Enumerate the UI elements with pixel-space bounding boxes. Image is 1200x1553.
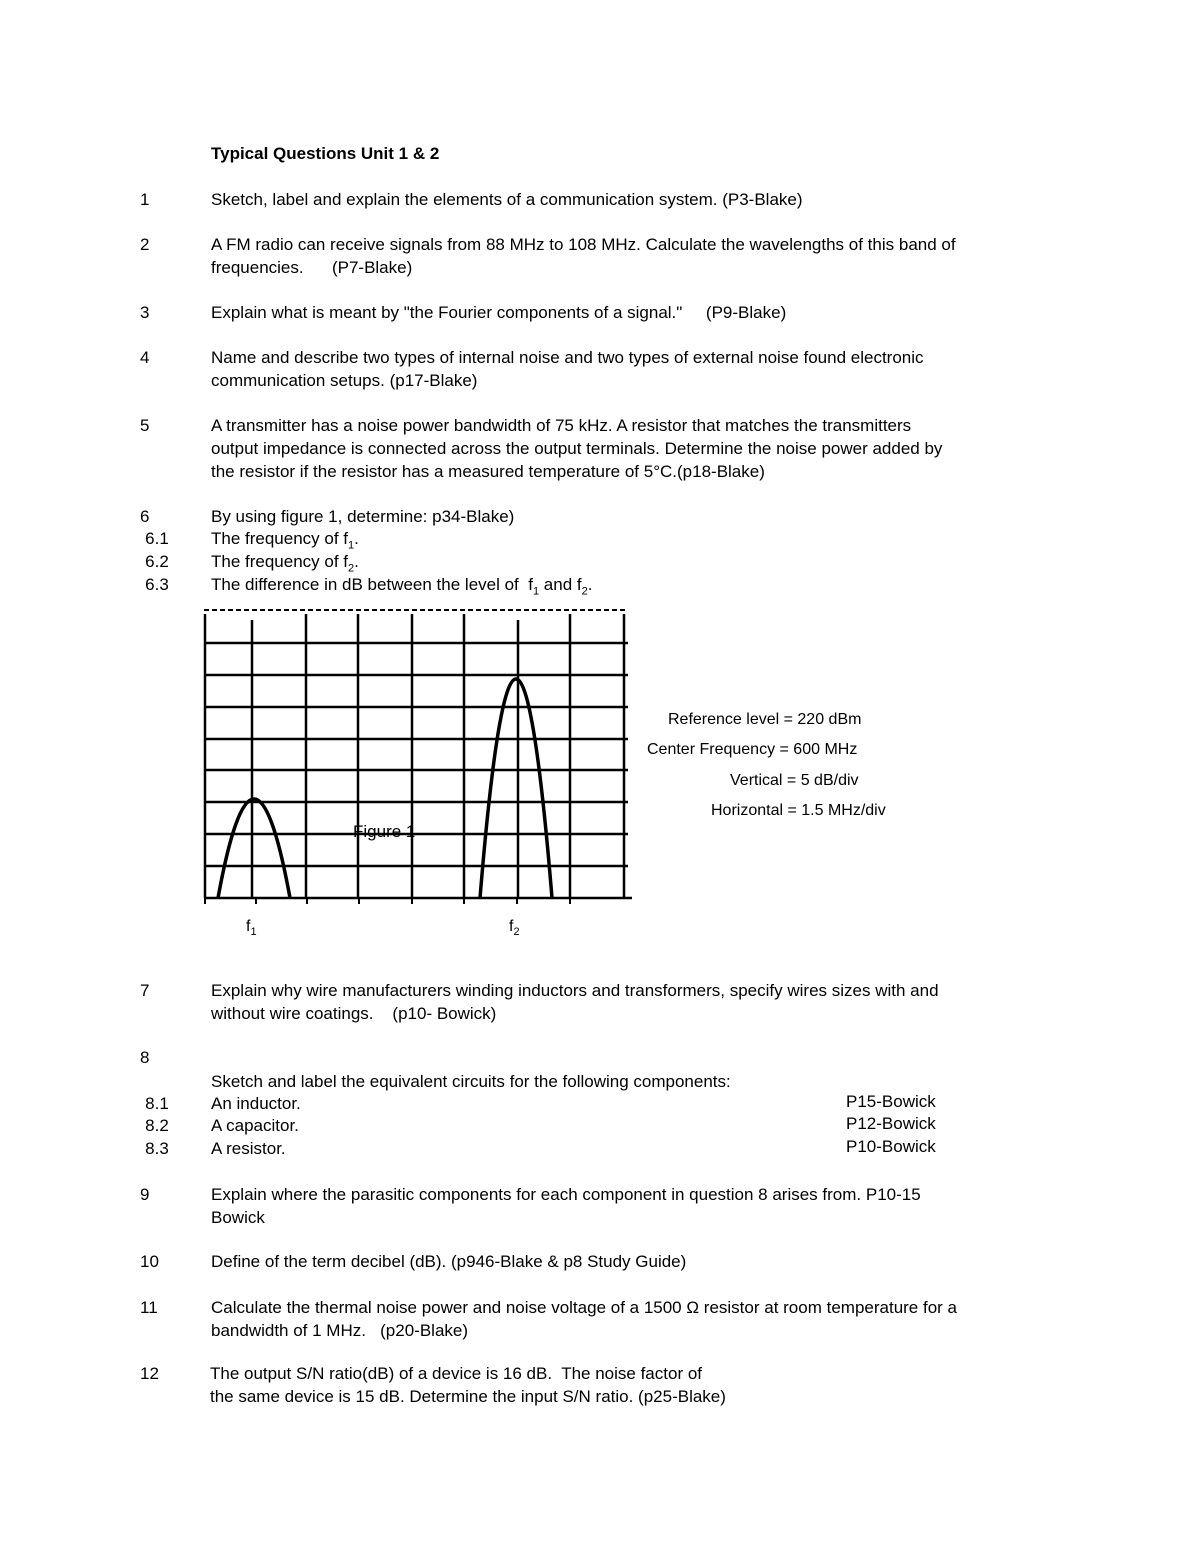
reference: P12-Bowick	[846, 1114, 936, 1133]
question-number: 6.1	[145, 529, 169, 548]
horizontal-scale-label: Horizontal = 1.5 MHz/div	[711, 802, 886, 819]
question-number: 2	[140, 235, 150, 254]
subscript: 2	[581, 585, 588, 598]
subscript: 2	[348, 562, 355, 575]
question-line: Explain where the parasitic components for each component in question 8 arises from. P10-15	[211, 1185, 921, 1204]
question-number: 8	[140, 1048, 150, 1067]
f2-subscript: 2	[513, 926, 520, 939]
question-line: Calculate the thermal noise power and noise voltage of a 1500 Ω resistor at room temperature for a	[211, 1298, 957, 1317]
question-text: Define of the term decibel (dB). (p946-Blake & p8 Study Guide)	[211, 1252, 687, 1271]
question-number: 9	[140, 1185, 150, 1204]
question-line: communication setups. (p17-Blake)	[211, 371, 478, 390]
question-number: 6	[140, 507, 150, 526]
reference: P10-Bowick	[846, 1137, 936, 1156]
question-number: 1	[140, 190, 150, 209]
question-line: The output S/N ratio(dB) of a device is 16 dB. The noise factor of	[210, 1364, 703, 1383]
reference: P15-Bowick	[846, 1092, 936, 1111]
document-title: Typical Questions Unit 1 & 2	[211, 144, 440, 163]
question-text	[211, 1183, 1091, 1229]
text-part: .	[354, 552, 359, 571]
grid-vertical-lines	[205, 614, 624, 898]
question-text: A capacitor.	[211, 1116, 299, 1135]
question-line: without wire coatings. (p10- Bowick)	[211, 1004, 497, 1023]
vertical-scale-label: Vertical = 5 dB/div	[730, 772, 859, 789]
question-line: A FM radio can receive signals from 88 MHz to 108 MHz. Calculate the wavelengths of this band of	[211, 235, 956, 254]
text-part: .	[354, 529, 359, 548]
question-text: An inductor.	[211, 1094, 301, 1113]
question-text: Sketch and label the equivalent circuits for the following components:	[211, 1072, 731, 1091]
question-text: By using figure 1, determine: p34-Blake)	[211, 507, 515, 526]
question-text	[210, 1362, 1090, 1408]
text-part: The frequency of f	[211, 529, 349, 548]
question-line: Explain why wire manufacturers winding inductors and transformers, specify wires sizes with and	[211, 981, 939, 1000]
question-text	[211, 979, 1091, 1025]
text-part: .	[587, 575, 593, 594]
reference-level-label: Reference level = 220 dBm	[668, 711, 862, 728]
f1-label	[246, 918, 257, 938]
center-frequency-label: Center Frequency = 600 MHz	[647, 741, 858, 758]
question-number: 5	[140, 416, 150, 435]
question-number: 3	[140, 303, 150, 322]
f2-letter: f	[509, 918, 514, 935]
f1-letter: f	[246, 918, 251, 935]
text-part: The difference in dB between the level of f	[211, 575, 533, 594]
subscript: 1	[348, 539, 355, 552]
question-text: A resistor.	[211, 1139, 286, 1158]
question-number: 8.2	[145, 1116, 169, 1135]
question-line: frequencies. (P7-Blake)	[211, 258, 413, 277]
question-number: 7	[140, 981, 150, 1000]
question-number: 10	[140, 1252, 159, 1271]
question-text: Sketch, label and explain the elements of a communication system. (P3-Blake)	[211, 190, 803, 209]
question-text: Explain what is meant by "the Fourier components of a signal." (P9-Blake)	[211, 303, 787, 322]
question-line: the resistor if the resistor has a measured temperature of 5°C.(p18-Blake)	[211, 462, 765, 481]
question-line: Name and describe two types of internal noise and two types of external noise found electronic	[211, 348, 924, 367]
f2-label	[509, 918, 520, 938]
question-number: 8.3	[145, 1139, 169, 1158]
question-line: the same device is 15 dB. Determine the input S/N ratio. (p25-Blake)	[210, 1387, 726, 1406]
signal-peak-f1	[218, 799, 290, 898]
figure-caption: Figure 1	[353, 822, 416, 841]
grid-horizontal-lines	[204, 643, 632, 898]
question-line: Bowick	[211, 1208, 265, 1227]
text-part: and f	[539, 575, 582, 594]
f1-subscript: 1	[250, 926, 257, 939]
question-number: 8.1	[145, 1094, 169, 1113]
question-text	[211, 1296, 1091, 1342]
text-part: The frequency of f	[211, 552, 349, 571]
question-line: bandwidth of 1 MHz. (p20-Blake)	[211, 1321, 469, 1340]
question-number: 6.3	[145, 575, 169, 594]
question-number: 6.2	[145, 552, 169, 571]
subscript: 1	[532, 585, 540, 598]
question-number: 11	[140, 1298, 158, 1317]
question-line: A transmitter has a noise power bandwidth of 75 kHz. A resistor that matches the transmitters	[211, 416, 912, 435]
question-number: 12	[140, 1364, 159, 1383]
question-line: output impedance is connected across the output terminals. Determine the noise power added by	[211, 439, 943, 458]
question-number: 4	[140, 348, 150, 367]
